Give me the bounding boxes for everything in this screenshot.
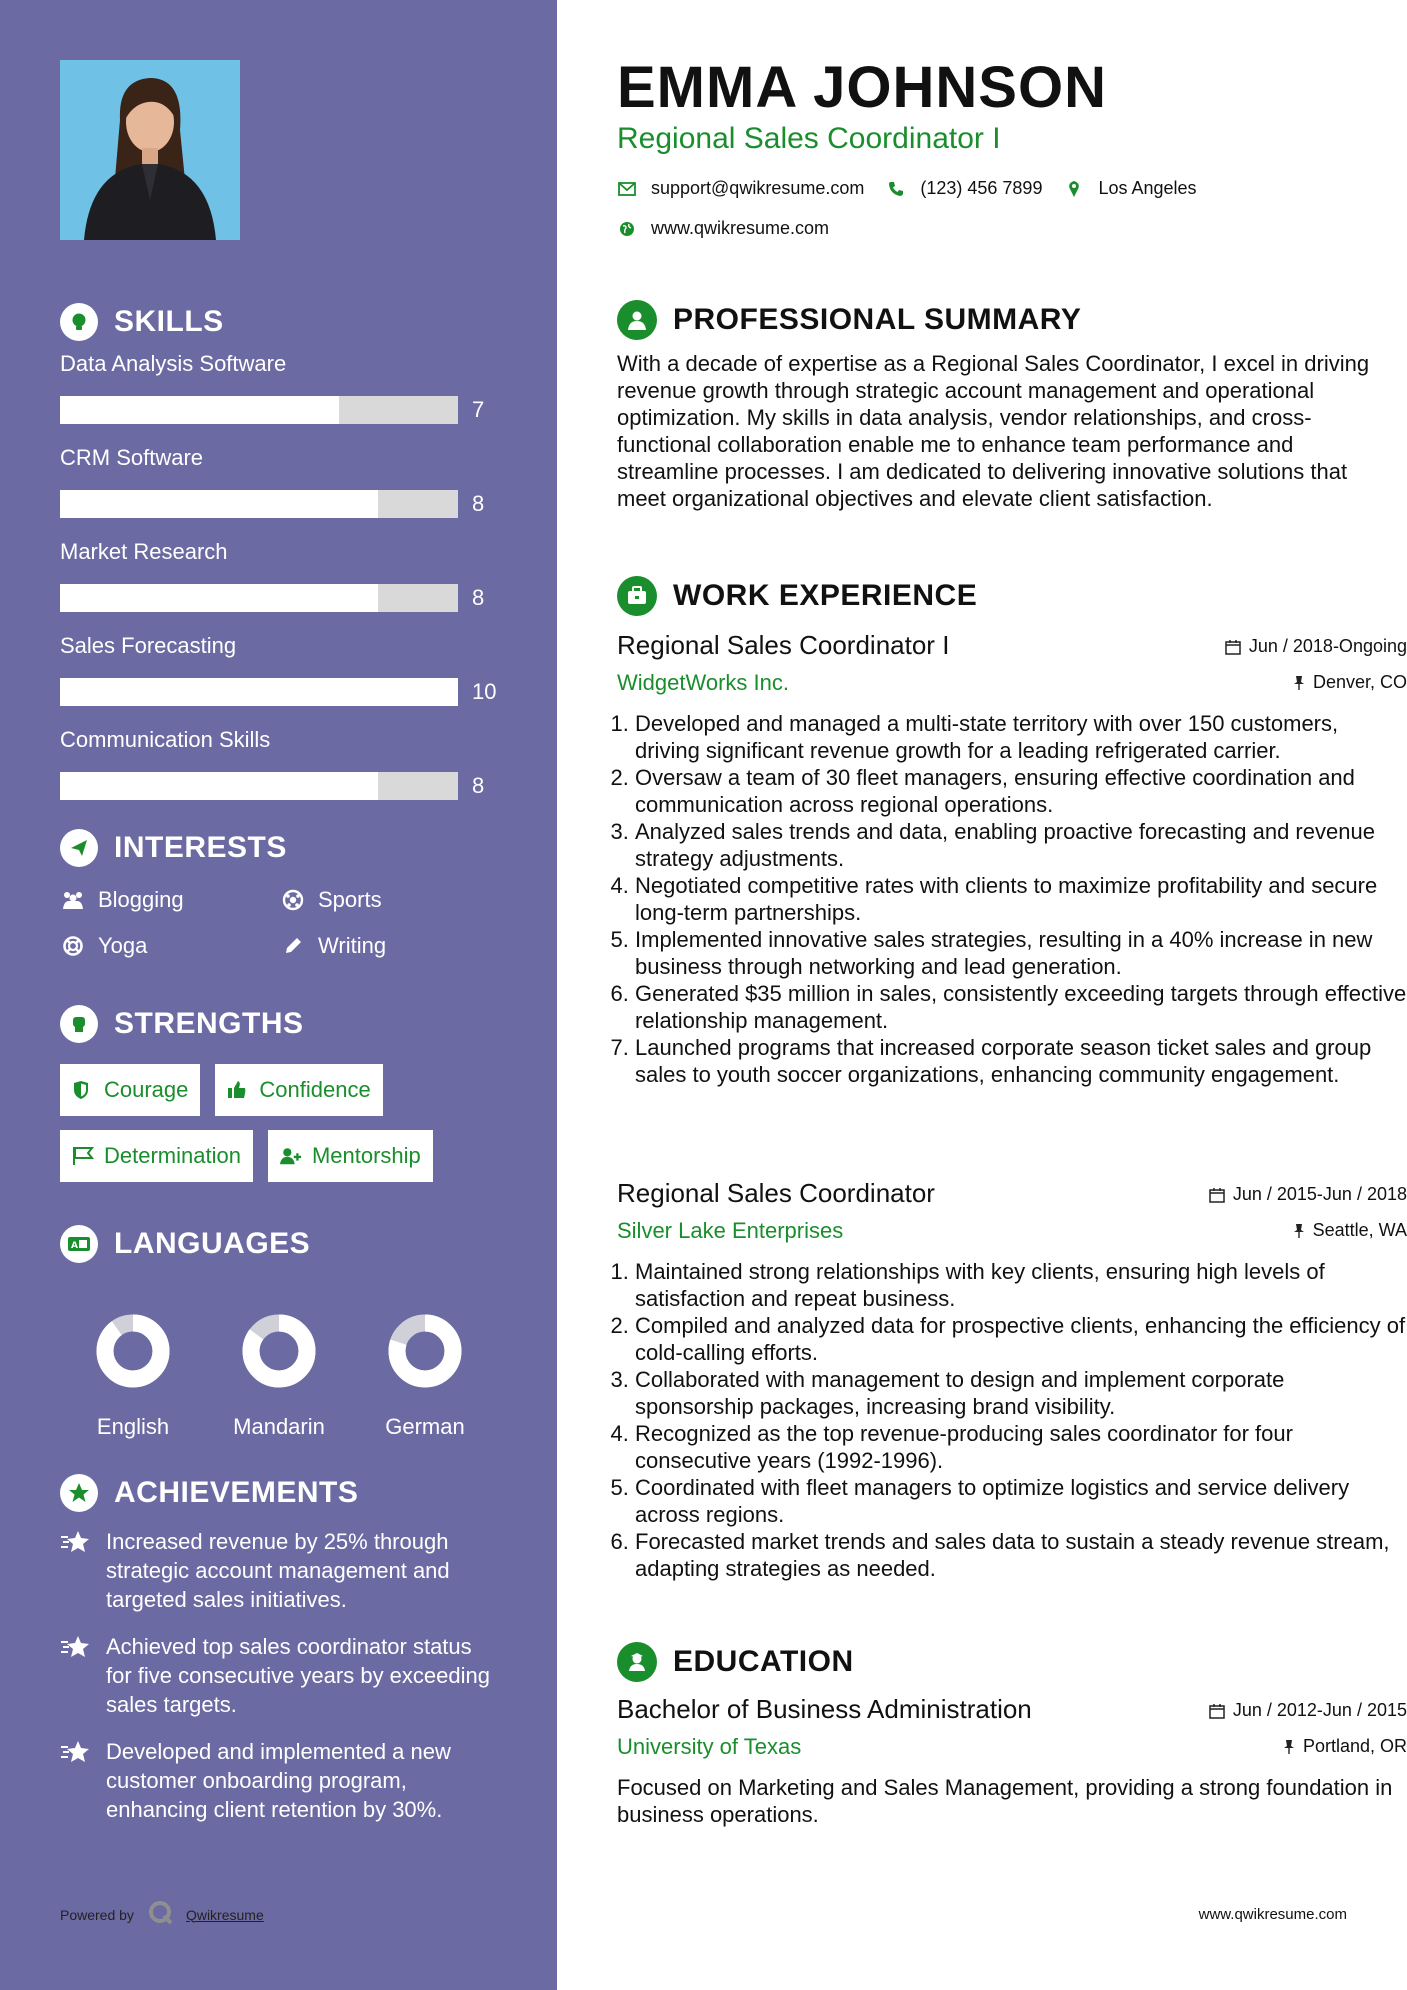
- contact-website: [617, 218, 829, 239]
- job-location: [1293, 672, 1407, 693]
- bullet-item: 1. Maintained strong relationships with key clients, ensuring high levels of satisfaction and repeat business.: [635, 1258, 1407, 1312]
- skill-name: CRM Software: [60, 445, 204, 470]
- bullet-item: 4. Recognized as the top revenue-producing sales coordinator for four consecutive years (1992-1996).: [635, 1420, 1407, 1474]
- powered-by-label: Powered by: [60, 1906, 134, 1923]
- job-company: Silver Lake Enterprises: [617, 1218, 844, 1243]
- achievement-text: Increased revenue by 25% through strategic account management and targeted sales initiatives.: [106, 1529, 450, 1612]
- language-name: German: [385, 1414, 465, 1439]
- education-description: Focused on Marketing and Sales Management, providing a strong foundation in business operations.: [617, 1775, 1393, 1827]
- phone-icon: [886, 179, 906, 199]
- education-date-text: Jun / 2012-Jun / 2015: [1232, 1700, 1407, 1720]
- flag-icon: [72, 1145, 94, 1167]
- bullet-item: 1. Developed and managed a multi-state territory with over 150 customers, driving significant revenue growth for a leading refrigerated carrier.: [635, 710, 1407, 764]
- strengths-list: [60, 1064, 500, 1182]
- skill-item: [60, 632, 520, 720]
- website-text[interactable]: www.qwikresume.com: [651, 218, 830, 238]
- skill-bar-fill: [60, 490, 378, 518]
- user-icon: [617, 300, 657, 340]
- language-donut: [236, 1308, 322, 1394]
- skill-bar: [60, 396, 458, 424]
- skill-item: [60, 350, 520, 438]
- qwikresume-link[interactable]: Qwikresume: [185, 1906, 264, 1923]
- skill-name: Data Analysis Software: [60, 351, 287, 376]
- briefcase-icon: [617, 576, 657, 616]
- job-title: Regional Sales Coordinator I: [617, 630, 950, 660]
- job-date-text: Jun / 2015-Jun / 2018: [1232, 1184, 1407, 1204]
- summary-heading: [617, 300, 1081, 340]
- email-text[interactable]: support@qwikresume.com: [651, 178, 865, 198]
- bullet-item: 5. Coordinated with fleet managers to optimize logistics and service delivery across regions.: [635, 1474, 1407, 1528]
- skill-name: Market Research: [60, 539, 228, 564]
- school-name: University of Texas: [617, 1734, 802, 1759]
- strengths-heading-text: STRENGTHS: [114, 1007, 304, 1040]
- donut-fill: [105, 1323, 161, 1379]
- interest-item: [280, 930, 500, 962]
- education-header: [617, 1694, 1407, 1766]
- graduation-icon: [617, 1642, 657, 1682]
- achievement-item: [60, 1632, 500, 1719]
- interest-label: Blogging: [98, 887, 184, 912]
- strength-label: Determination: [104, 1143, 241, 1168]
- strength-label: Mentorship: [311, 1143, 421, 1168]
- skill-bar-fill: [60, 584, 378, 612]
- lightbulb-icon: [60, 303, 98, 341]
- skill-bar-fill: [60, 396, 339, 424]
- skills-heading: [60, 300, 520, 344]
- achievements-heading-text: ACHIEVEMENTS: [114, 1476, 359, 1509]
- phone-text: (123) 456 7899: [920, 178, 1043, 198]
- education-location-text: Portland, OR: [1302, 1736, 1407, 1756]
- achievements-section: [60, 1471, 500, 1842]
- bullet-item: 3. Collaborated with management to design and implement corporate sponsorship packages, increasing brand visibility.: [635, 1366, 1407, 1420]
- skill-level: 7: [472, 397, 485, 422]
- summary-text: With a decade of expertise as a Regional Sales Coordinator, I excel in driving revenue growth through strategic account management and operational optimization. My skills in data analysis, vendor relationships, and cross-functional collaboration enable me to enhance team performance and streamline processes. I am dedicated to delivering innovative solutions that meet organizational objectives and elevate client satisfaction.: [617, 351, 1370, 511]
- interests-heading-text: INTERESTS: [114, 831, 287, 864]
- skill-level: 10: [472, 679, 497, 704]
- job-header: [617, 630, 1407, 702]
- strength-tag: [215, 1064, 382, 1116]
- job-title: Regional Sales Coordinator: [617, 1178, 935, 1208]
- skill-item: [60, 444, 520, 532]
- footer-url[interactable]: www.qwikresume.com: [1198, 1906, 1347, 1923]
- globe-icon: [617, 219, 637, 239]
- shooting-star-icon: [60, 1737, 94, 1824]
- language-item: [60, 1308, 206, 1440]
- bullet-item: 7. Launched programs that increased corporate season ticket sales and group sales to youth soccer organizations, enhancing community engagement.: [635, 1034, 1407, 1088]
- user-plus-icon: [280, 1145, 302, 1167]
- interest-item: [280, 884, 500, 916]
- interest-label: Yoga: [98, 933, 148, 958]
- language-item: [352, 1308, 498, 1440]
- job-date: [1225, 636, 1407, 657]
- interest-item: [60, 884, 280, 916]
- calendar-icon: [1209, 1703, 1225, 1719]
- skill-name: Sales Forecasting: [60, 633, 237, 658]
- job-date-text: Jun / 2018-Ongoing: [1248, 636, 1407, 656]
- sidebar: [0, 0, 557, 1990]
- bullet-item: 6. Forecasted market trends and sales data to sustain a steady revenue stream, adapting strategies as needed.: [635, 1528, 1407, 1582]
- calendar-icon: [1225, 639, 1241, 655]
- skills-heading-text: SKILLS: [114, 305, 224, 338]
- achievement-item: [60, 1737, 500, 1824]
- skills-list: [60, 350, 520, 814]
- lifebuoy-icon: [60, 933, 86, 959]
- candidate-role: Regional Sales Coordinator I: [617, 122, 1001, 155]
- skill-level: 8: [472, 491, 485, 516]
- strength-label: Courage: [104, 1077, 189, 1102]
- languages-heading-text: LANGUAGES: [114, 1227, 311, 1260]
- job-bullets: [617, 710, 1407, 1088]
- bullet-item: 2. Compiled and analyzed data for prospective clients, enhancing the efficiency of cold-calling efforts.: [635, 1312, 1407, 1366]
- contact-email: [617, 178, 864, 199]
- qwikresume-logo-icon: [148, 1900, 174, 1929]
- skill-bar-fill: [60, 678, 458, 706]
- svg-text:A: A: [71, 1241, 78, 1251]
- contact-row: [617, 178, 1219, 199]
- language-donut: [90, 1308, 176, 1394]
- job-location: [1293, 1220, 1407, 1241]
- strength-tag: [268, 1130, 433, 1182]
- shooting-star-icon: [60, 1632, 94, 1719]
- skill-level: 8: [472, 585, 485, 610]
- interest-label: Writing: [318, 933, 387, 958]
- languages-section: [60, 1222, 520, 1440]
- contact-location: [1064, 178, 1196, 199]
- achievements-list: [60, 1527, 500, 1824]
- skill-bar: [60, 490, 458, 518]
- interests-section: [60, 826, 520, 962]
- language-name: Mandarin: [233, 1414, 325, 1439]
- pushpin-icon: [1293, 1223, 1305, 1239]
- bullet-item: 5. Implemented innovative sales strategies, resulting in a 40% increase in new business through networking and lead generation.: [635, 926, 1407, 980]
- languages-heading: [60, 1222, 520, 1266]
- job-company: WidgetWorks Inc.: [617, 670, 789, 695]
- interest-item: [60, 930, 280, 962]
- strengths-heading: [60, 1002, 520, 1046]
- pushpin-icon: [1293, 675, 1305, 691]
- profile-photo: [60, 60, 240, 240]
- skill-item: [60, 726, 520, 814]
- experience-heading: [617, 576, 977, 616]
- language-name: English: [96, 1414, 170, 1439]
- skill-level: 8: [472, 773, 485, 798]
- degree-title: Bachelor of Business Administration: [617, 1694, 1032, 1724]
- achievement-item: [60, 1527, 500, 1614]
- powered-by: [60, 1900, 264, 1929]
- language-donut: [382, 1308, 468, 1394]
- job-bullets: [617, 1258, 1407, 1582]
- summary-heading-text: PROFESSIONAL SUMMARY: [673, 303, 1082, 336]
- shield-icon: [72, 1079, 94, 1101]
- education-date: [1209, 1700, 1407, 1721]
- education-location: [1283, 1736, 1407, 1757]
- achievement-text: Developed and implemented a new customer onboarding program, enhancing client retention by 30%.: [106, 1739, 451, 1822]
- skill-bar: [60, 772, 458, 800]
- strength-tag: [60, 1130, 253, 1182]
- job-date: [1209, 1184, 1407, 1205]
- envelope-icon: [617, 179, 637, 199]
- candidate-name: EMMA JOHNSON: [617, 55, 1107, 120]
- job-entry: [617, 1178, 1407, 1582]
- pencil-icon: [280, 933, 306, 959]
- skill-bar-fill: [60, 772, 378, 800]
- education-heading: [617, 1642, 854, 1682]
- job-location-text: Seattle, WA: [1312, 1220, 1407, 1240]
- job-entry: [617, 630, 1407, 1088]
- bullet-item: 4. Negotiated competitive rates with clients to maximize profitability and secure long-term partnerships.: [635, 872, 1407, 926]
- skill-name: Communication Skills: [60, 727, 271, 752]
- main-content: [557, 0, 1407, 1990]
- strengths-section: [60, 1002, 520, 1182]
- interests-heading: [60, 826, 520, 870]
- skill-bar: [60, 584, 458, 612]
- interests-list: [60, 884, 520, 962]
- education-heading-text: EDUCATION: [673, 1645, 854, 1678]
- job-location-text: Denver, CO: [1312, 672, 1407, 692]
- education-entry: [617, 1694, 1407, 1828]
- star-badge-icon: [60, 1474, 98, 1512]
- soccer-ball-icon: [280, 887, 306, 913]
- raised-fist-icon: [60, 1005, 98, 1043]
- bullet-item: 6. Generated $35 million in sales, consistently exceeding targets through effective relationship management.: [635, 980, 1407, 1034]
- language-item: [206, 1308, 352, 1440]
- languages-list: [60, 1308, 520, 1440]
- achievements-heading: [60, 1471, 500, 1515]
- bullet-item: 3. Analyzed sales trends and data, enabling proactive forecasting and revenue strategy adjustments.: [635, 818, 1407, 872]
- map-pin-icon: [1064, 179, 1084, 199]
- skill-item: [60, 538, 520, 626]
- skill-bar: [60, 678, 458, 706]
- paper-plane-icon: [60, 829, 98, 867]
- contact-phone: [886, 178, 1042, 199]
- achievement-text: Achieved top sales coordinator status for five consecutive years by exceeding sales targets.: [106, 1634, 490, 1717]
- experience-heading-text: WORK EXPERIENCE: [673, 579, 978, 612]
- shooting-star-icon: [60, 1527, 94, 1614]
- translate-icon: [60, 1225, 98, 1263]
- interest-label: Sports: [318, 887, 382, 912]
- skills-section: [60, 300, 520, 814]
- users-icon: [60, 887, 86, 913]
- bullet-item: 2. Oversaw a team of 30 fleet managers, ensuring effective coordination and communication across regional operations.: [635, 764, 1407, 818]
- calendar-icon: [1209, 1187, 1225, 1203]
- pushpin-icon: [1283, 1739, 1295, 1755]
- strength-label: Confidence: [259, 1077, 371, 1102]
- thumbs-up-icon: [227, 1079, 249, 1101]
- strength-tag: [60, 1064, 200, 1116]
- contact-row-2: [617, 218, 851, 239]
- job-header: [617, 1178, 1407, 1250]
- location-text: Los Angeles: [1098, 178, 1197, 198]
